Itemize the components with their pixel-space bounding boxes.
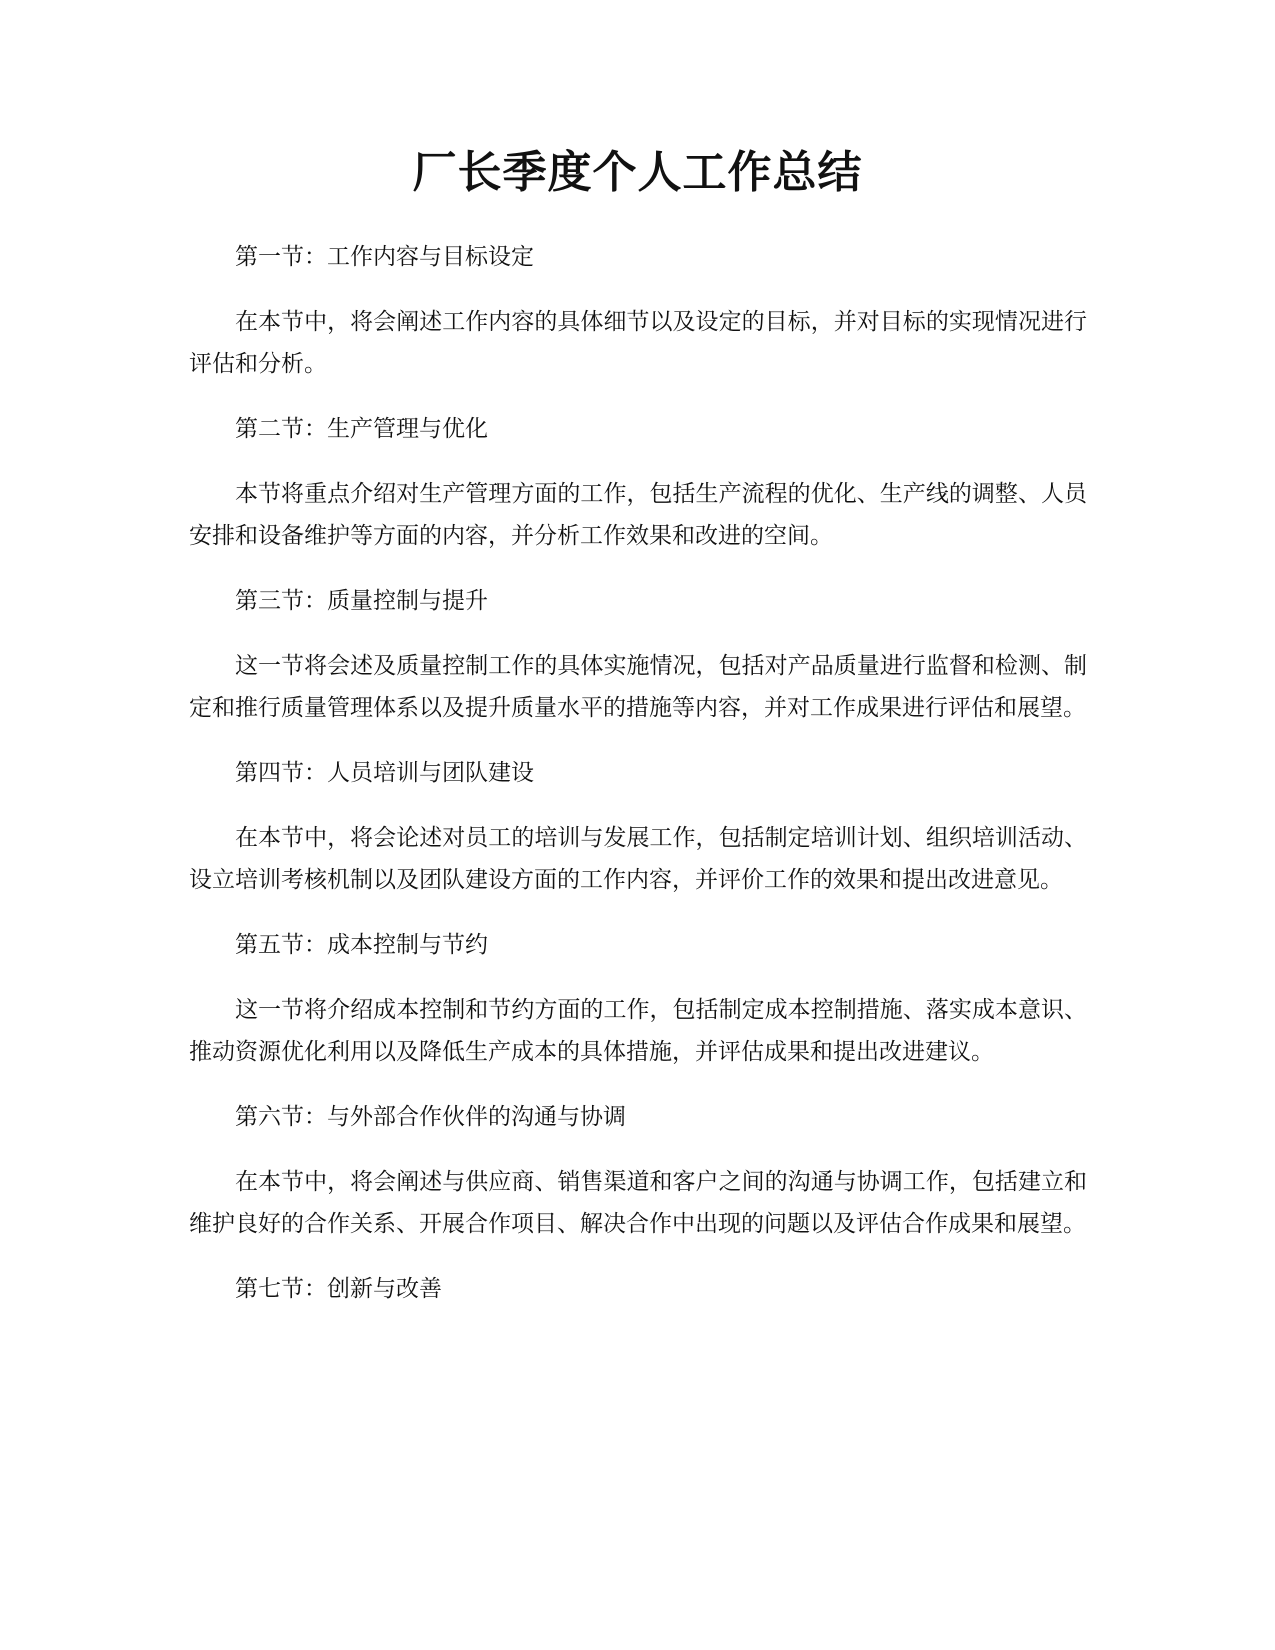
section-paragraph-2: 本节将重点介绍对生产管理方面的工作，包括生产流程的优化、生产线的调整、人员安排和设备维护等方面的内容，并分析工作效果和改进的空间。 bbox=[189, 481, 1087, 549]
document-title: 厂长季度个人工作总结 bbox=[412, 147, 863, 198]
section-paragraph-3: 这一节将会述及质量控制工作的具体实施情况，包括对产品质量进行监督和检测、制定和推行质量管理体系以及提升质量水平的措施等内容，并对工作成果进行评估和展望。 bbox=[189, 653, 1087, 721]
section-heading-3: 第三节：质量控制与提升 bbox=[235, 588, 488, 614]
section-paragraph-4: 在本节中，将会论述对员工的培训与发展工作，包括制定培训计划、组织培训活动、设立培训考核机制以及团队建设方面的工作内容，并评价工作的效果和提出改进意见。 bbox=[189, 825, 1087, 893]
section-heading-2: 第二节：生产管理与优化 bbox=[235, 416, 488, 442]
section-paragraph-6: 在本节中，将会阐述与供应商、销售渠道和客户之间的沟通与协调工作，包括建立和维护良好的合作关系、开展合作项目、解决合作中出现的问题以及评估合作成果和展望。 bbox=[189, 1169, 1087, 1237]
section-heading-6: 第六节：与外部合作伙伴的沟通与协调 bbox=[235, 1104, 626, 1130]
section-heading-4: 第四节：人员培训与团队建设 bbox=[235, 760, 534, 786]
section-heading-5: 第五节：成本控制与节约 bbox=[235, 932, 488, 958]
section-paragraph-1: 在本节中，将会阐述工作内容的具体细节以及设定的目标，并对目标的实现情况进行评估和分析。 bbox=[189, 309, 1087, 377]
section-heading-7: 第七节：创新与改善 bbox=[235, 1276, 442, 1302]
document-body bbox=[189, 236, 1087, 1333]
section-paragraph-5: 这一节将介绍成本控制和节约方面的工作，包括制定成本控制措施、落实成本意识、推动资源优化利用以及降低生产成本的具体措施，并评估成果和提出改进建议。 bbox=[189, 997, 1087, 1065]
section-heading-1: 第一节：工作内容与目标设定 bbox=[235, 244, 534, 270]
